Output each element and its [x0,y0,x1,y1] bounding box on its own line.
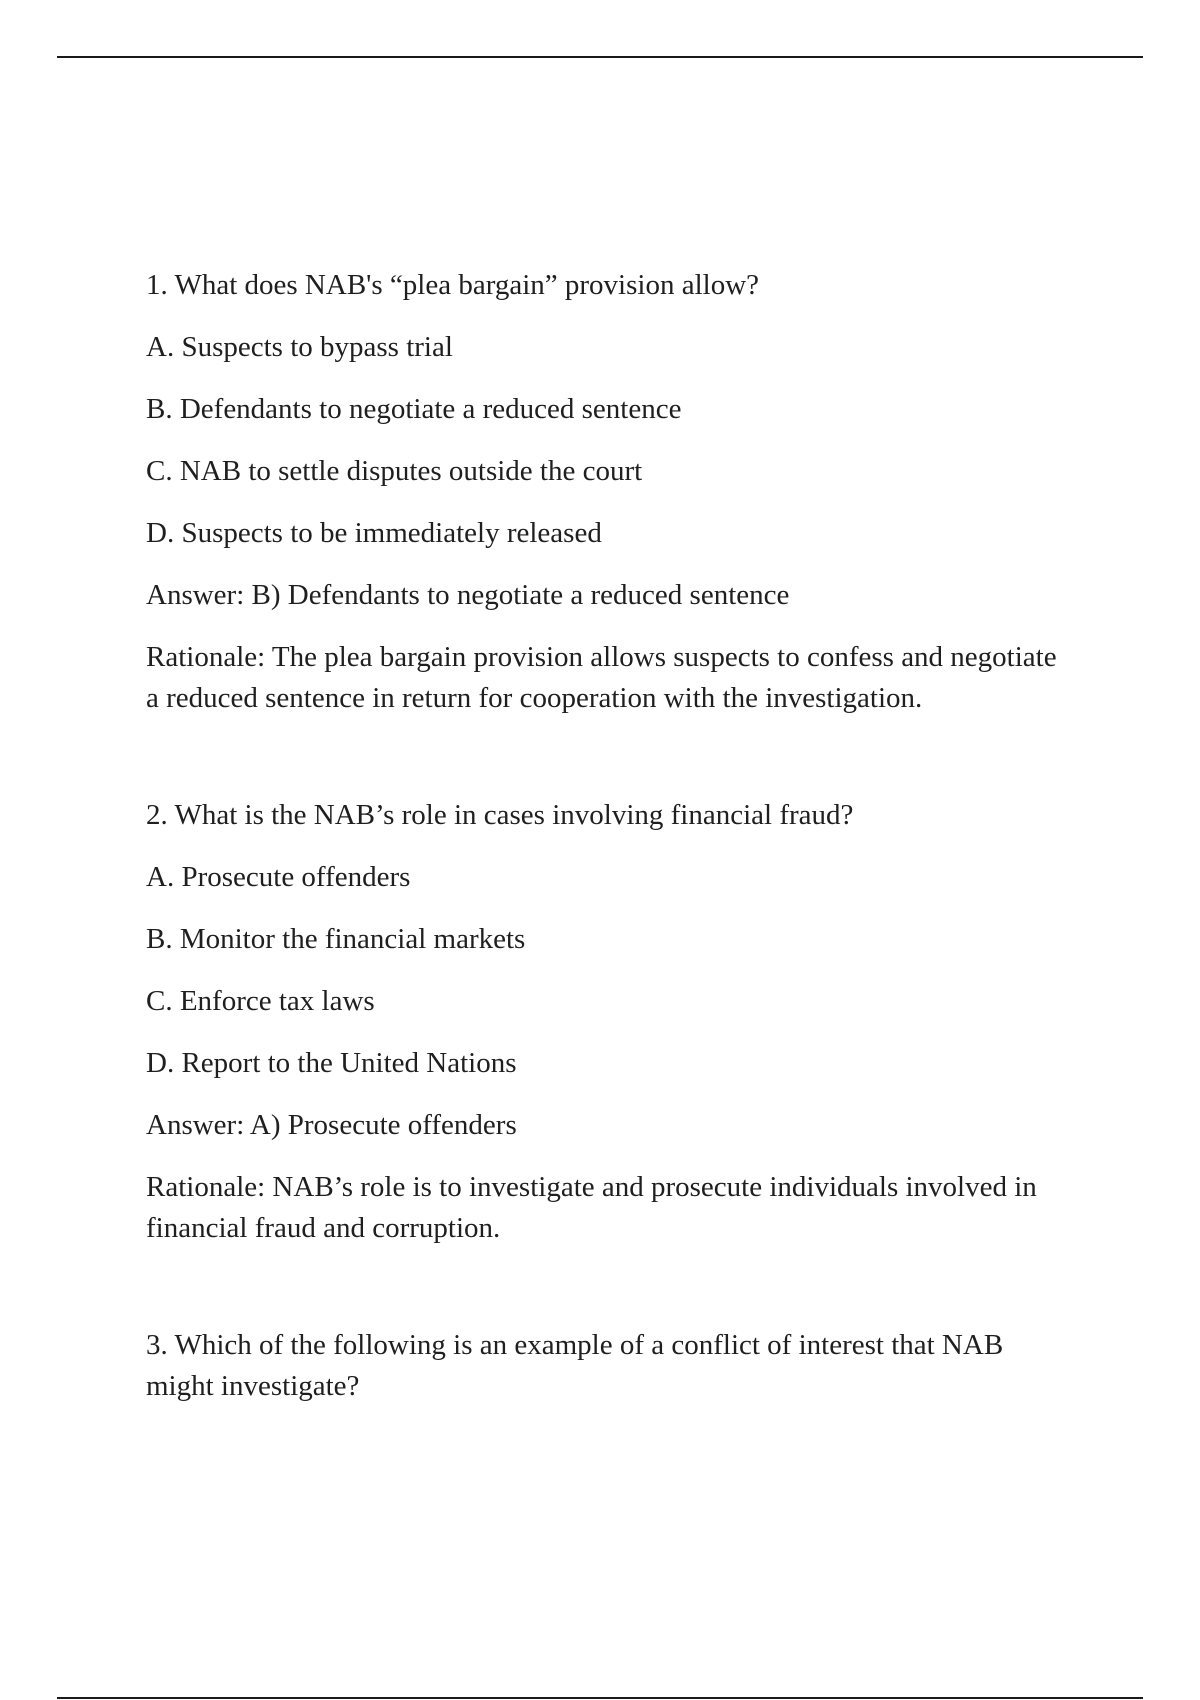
question-text: 1. What does NAB's “plea bargain” provision allow? [146,269,760,301]
answer-text: Answer: A) Prosecute offenders [146,1109,517,1141]
option-c: C. Enforce tax laws [146,985,375,1017]
question-block-1 [146,265,1066,719]
option-b: B. Defendants to negotiate a reduced sentence [146,393,682,425]
rationale-text: Rationale: NAB’s role is to investigate and prosecute individuals involved in financial fraud and corruption. [146,1171,1037,1244]
question-text: 3. Which of the following is an example of a conflict of interest that NAB might investigate? [146,1329,1004,1402]
top-rule [57,56,1143,58]
option-a: A. Suspects to bypass trial [146,331,453,363]
rationale-text: Rationale: The plea bargain provision allows suspects to confess and negotiate a reduced sentence in return for cooperation with the investigation. [146,641,1057,714]
answer-text: Answer: B) Defendants to negotiate a reduced sentence [146,579,790,611]
option-a: A. Prosecute offenders [146,861,411,893]
option-b: B. Monitor the financial markets [146,923,526,955]
bottom-rule [57,1697,1143,1699]
question-block-2 [146,795,1066,1249]
option-d: D. Suspects to be immediately released [146,517,602,549]
question-block-3 [146,1325,1066,1407]
page-content [146,265,1066,1407]
question-text: 2. What is the NAB’s role in cases involving financial fraud? [146,799,854,831]
option-d: D. Report to the United Nations [146,1047,517,1079]
option-c: C. NAB to settle disputes outside the court [146,455,643,487]
